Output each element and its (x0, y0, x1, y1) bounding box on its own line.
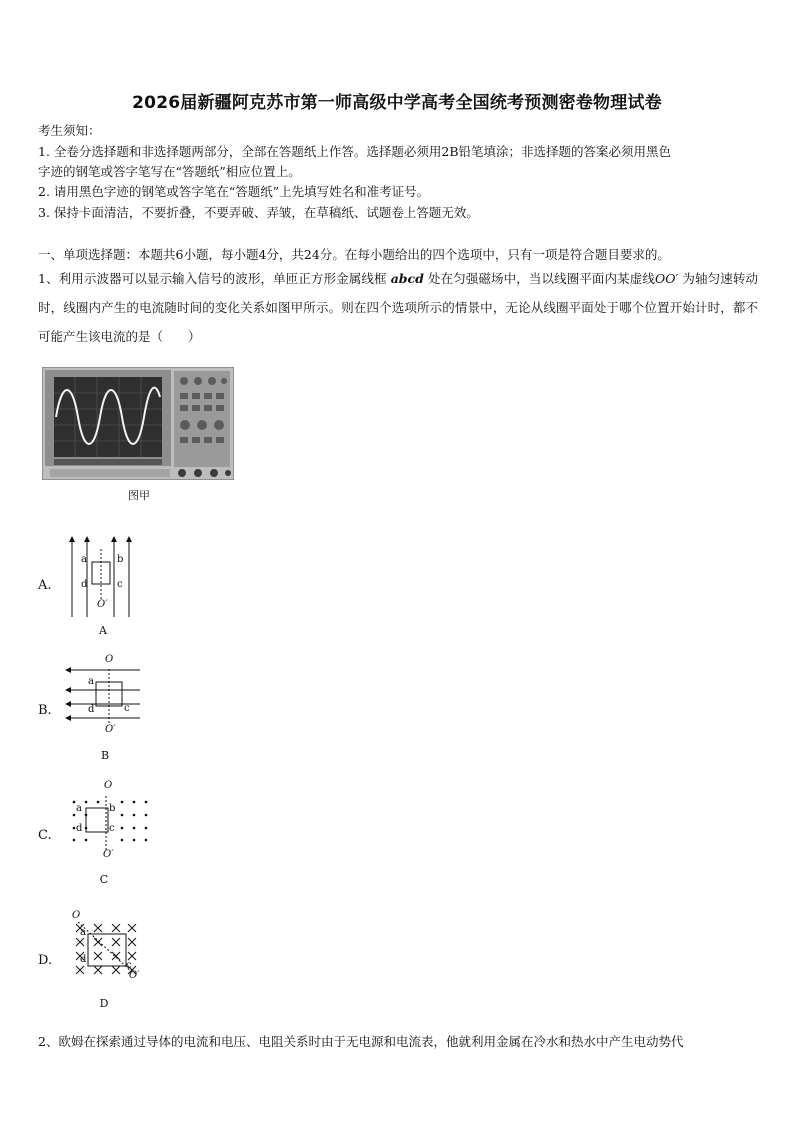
label-a: a (76, 803, 82, 814)
notice-item-2: 2. 请用黑色字迹的钢笔或答字笔在“答题纸”上先填写姓名和准考证号。 (38, 184, 430, 199)
question-1-text (38, 264, 758, 351)
label-a: a (80, 927, 86, 938)
label-d: d (76, 823, 83, 834)
label-c: c (109, 823, 115, 834)
option-c-label: C. (38, 828, 52, 843)
option-d-label: D. (38, 953, 53, 968)
option-b-diagram (62, 655, 142, 735)
label-o-prime: O′ (97, 599, 108, 610)
label-d: d (81, 579, 88, 590)
label-b: b (117, 554, 124, 565)
label-a: a (88, 676, 94, 687)
option-a-diagram (62, 535, 142, 620)
axis-label: OO′ (655, 271, 679, 286)
label-c: c (117, 579, 123, 590)
question-2-text: 2、欧姆在探索通过导体的电流和电压、电阻关系时由于无电源和电流表，他就利用金属在冷水和热水中产生电动势代 (38, 1034, 684, 1049)
option-c-caption: C (99, 873, 109, 886)
notice-item-1-cont: 字迹的钢笔或答字笔写在“答题纸”相应位置上。 (38, 164, 301, 179)
label-o: O (104, 780, 113, 791)
option-b-caption: B (100, 749, 110, 762)
option-a-caption: A (99, 624, 107, 637)
section-heading: 一、单项选择题：本题共6小题，每小题4分，共24分。在每小题给出的四个选项中，只有一项是符合题目要求的。 (38, 247, 670, 262)
label-c: c (126, 960, 132, 971)
label-o-prime: O′ (129, 970, 140, 981)
question-1-part1: 1、利用示波器可以显示输入信号的波形，单匝正方形金属线框 (38, 271, 391, 286)
option-b-figure (62, 655, 142, 735)
option-d-diagram (66, 910, 146, 986)
notice-item-1: 1. 全卷分选择题和非选择题两部分，全部在答题纸上作答。选择题必须用2B铅笔填涂；非选择题的答案必须用黑色 (38, 144, 672, 159)
option-b-label: B. (38, 703, 52, 718)
label-d: d (88, 704, 95, 715)
notice-heading: 考生须知： (38, 123, 101, 138)
frame-label: abcd (390, 271, 424, 286)
notice-item-3: 3. 保持卡面清洁，不要折叠，不要弄破、弄皱，在草稿纸、试题卷上答题无效。 (38, 205, 479, 220)
oscilloscope-photo (42, 367, 234, 480)
label-o-prime: O′ (103, 849, 114, 860)
option-d-caption: D (99, 997, 109, 1010)
label-o: O (72, 910, 81, 921)
figure-caption: 图甲 (128, 489, 150, 502)
label-b: b (109, 803, 116, 814)
label-o-prime: O′ (105, 724, 116, 735)
oscilloscope-image (42, 367, 234, 480)
label-a: a (81, 554, 87, 565)
option-a-label: A. (38, 578, 52, 593)
question-1-part3: 为轴匀速转动时，线圈内产生的电流随时间的变化关系如图甲所示。则在四个选项所示的情景中，无论从线圈平面处于哪个位置开始计时，都不可能产生该电流的是（ ） (38, 271, 758, 344)
option-c-diagram (62, 782, 152, 862)
label-o: O (105, 654, 114, 665)
question-1-part2: 处在匀强磁场中，当以线圈平面内某虚线 (423, 271, 655, 286)
label-d: d (80, 954, 87, 965)
label-c: c (124, 703, 130, 714)
page-title: 2026届新疆阿克苏市第一师高级中学高考全国统考预测密卷物理试卷 (132, 93, 662, 113)
